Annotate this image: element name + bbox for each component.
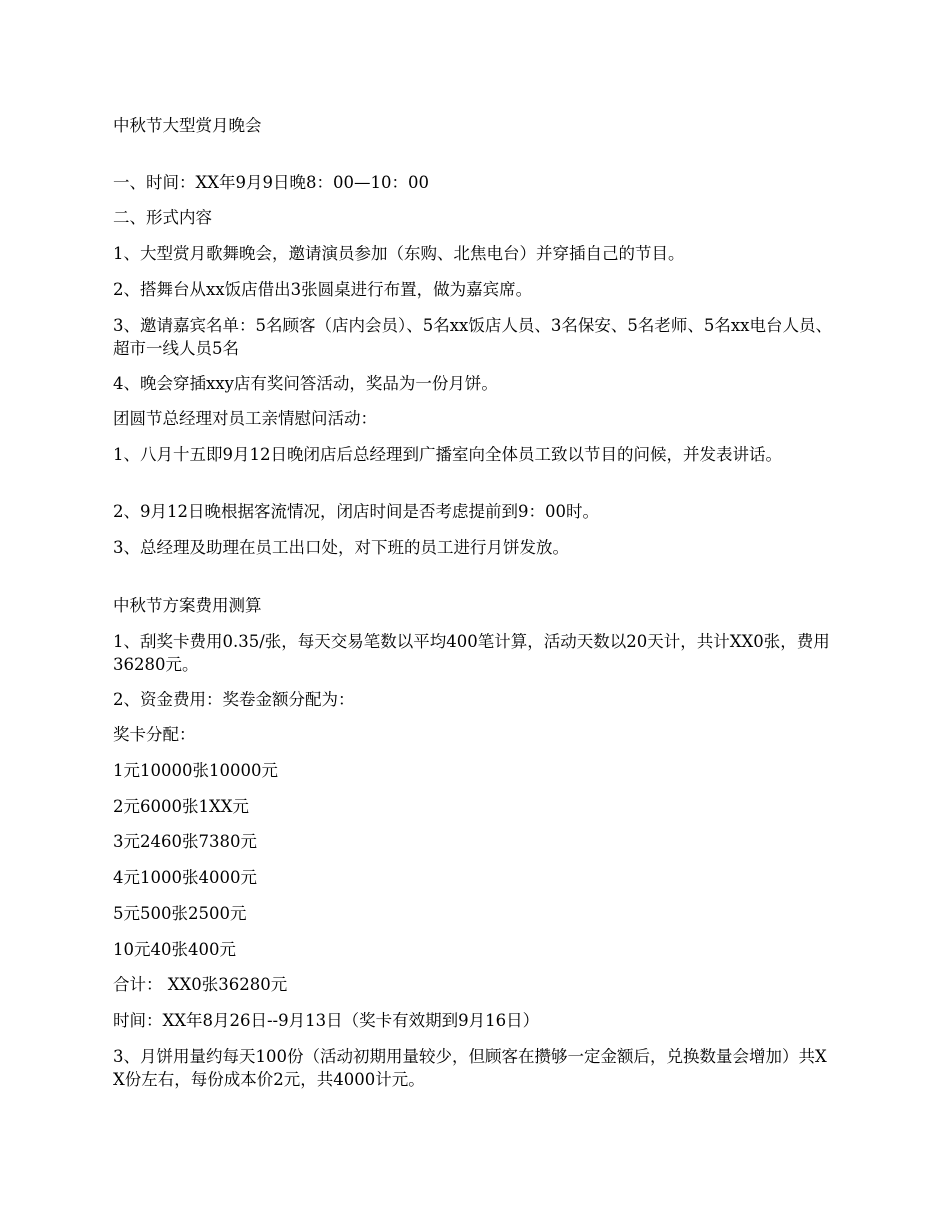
paragraph: 1、大型赏月歌舞晚会，邀请演员参加（东购、北焦电台）并穿插自己的节目。	[113, 244, 685, 263]
list-item: 2元6000张1XX元	[113, 797, 249, 816]
paragraph: 2、搭舞台从xx饭店借出3张圆桌进行布置，做为嘉宾席。	[113, 280, 533, 299]
document-title: 中秋节大型赏月晚会	[113, 116, 262, 135]
section-heading: 二、形式内容	[113, 208, 212, 227]
paragraph: 3、总经理及助理在员工出口处，对下班的员工进行月饼发放。	[113, 538, 569, 557]
list-item: 4元1000张4000元	[113, 868, 257, 887]
paragraph: 2、资金费用：奖卷金额分配为：	[113, 690, 355, 709]
document-page	[113, 0, 835, 1230]
paragraph: 奖卡分配：	[113, 725, 196, 744]
section-heading: 中秋节方案费用测算	[113, 596, 262, 615]
paragraph: 1、刮奖卡费用0.35/张，每天交易笔数以平均400笔计算，活动天数以20天计，共计XX0张，费用36280元。	[113, 632, 830, 674]
paragraph: 2、9月12日晚根据客流情况，闭店时间是否考虑提前到9：00时。	[113, 502, 599, 521]
list-item: 1元10000张10000元	[113, 761, 278, 780]
list-item: 5元500张2500元	[113, 904, 247, 923]
section-heading: 团圆节总经理对员工亲情慰问活动：	[113, 409, 377, 428]
total-line: 合计： XX0张36280元	[113, 975, 288, 994]
paragraph: 4、晚会穿插xxy店有奖问答活动，奖品为一份月饼。	[113, 374, 498, 393]
list-item: 10元40张400元	[113, 940, 236, 959]
paragraph: 一、时间：XX年9月9日晚8：00—10：00	[113, 173, 429, 192]
paragraph: 时间：XX年8月26日--9月13日（奖卡有效期到9月16日）	[113, 1011, 540, 1030]
paragraph: 3、邀请嘉宾名单：5名顾客（店内会员）、5名xx饭店人员、3名保安、5名老师、5名xx电台人员、超市一线人员5名	[113, 316, 832, 358]
paragraph: 3、月饼用量约每天100份（活动初期用量较少，但顾客在攒够一定金额后，兑换数量会增加）共XX份左右，每份成本价2元，共4000计元。	[113, 1047, 827, 1089]
paragraph: 1、八月十五即9月12日晚闭店后总经理到广播室向全体员工致以节目的问候，并发表讲话。	[113, 445, 782, 464]
list-item: 3元2460张7380元	[113, 832, 257, 851]
